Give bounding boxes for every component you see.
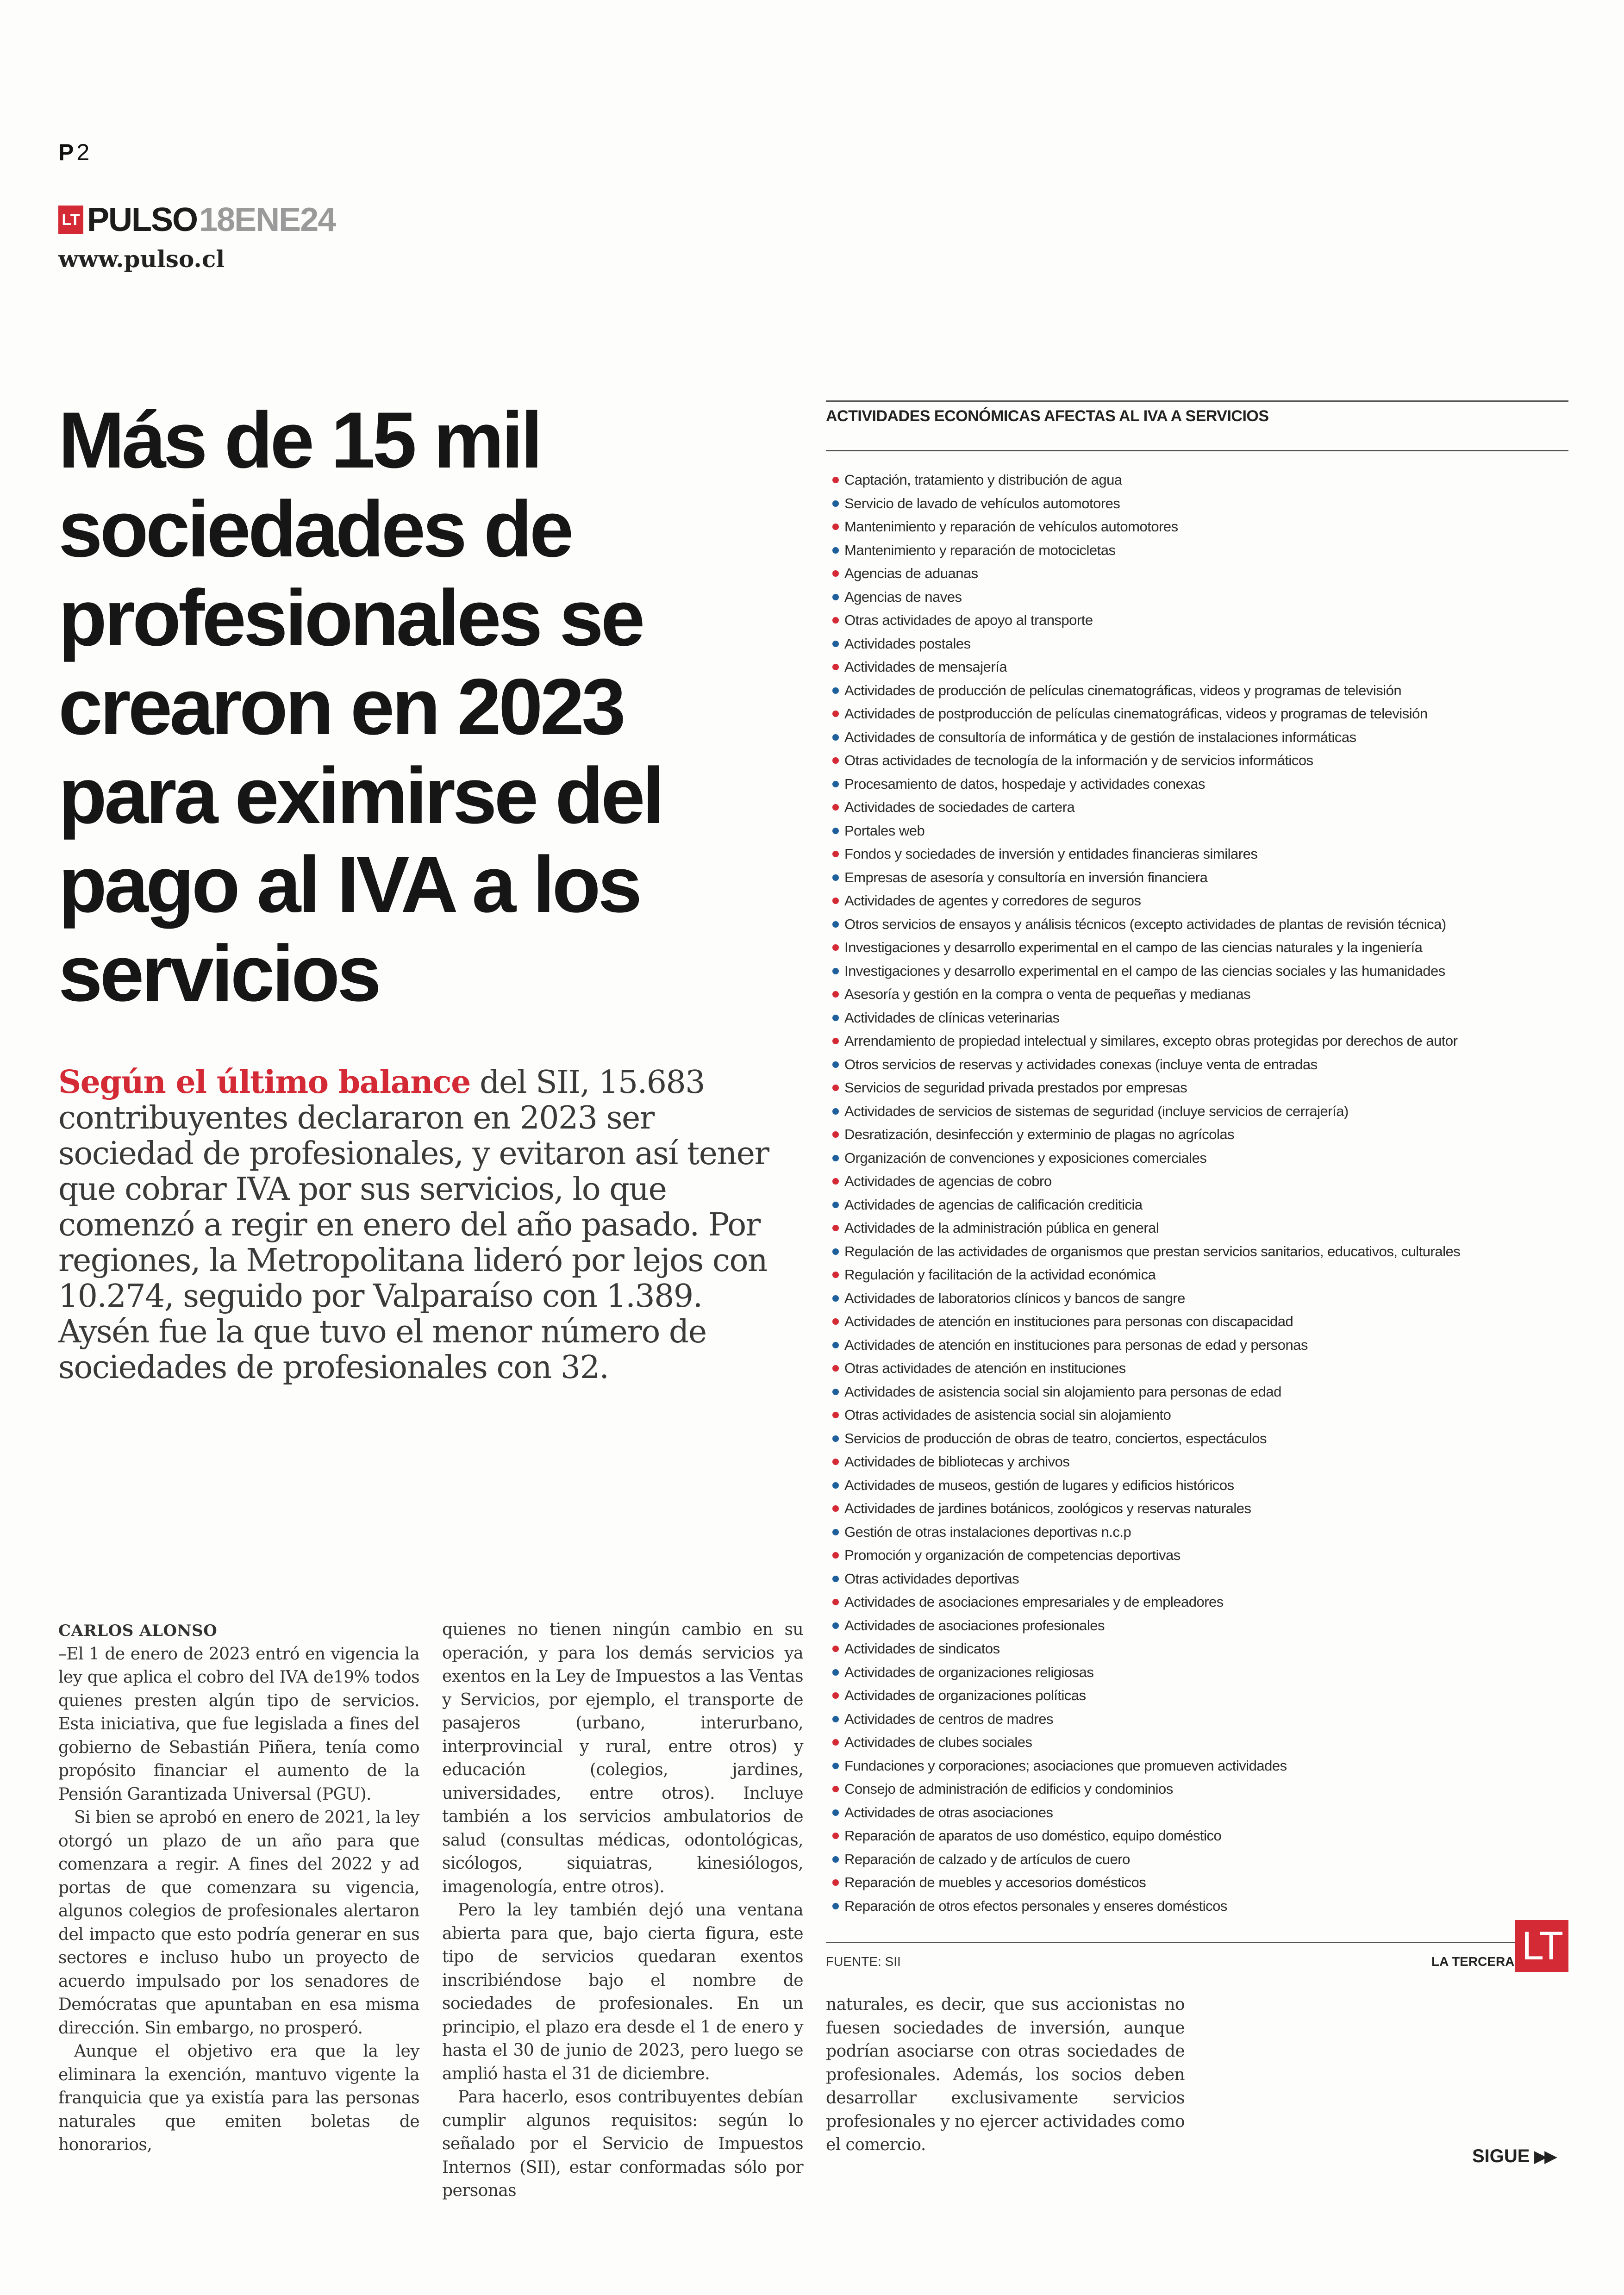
activity-label: Actividades de consultoría de informática y de gestión de instalaciones informáticas	[844, 729, 1356, 745]
lead-body: del SII, 15.683 contribuyentes declararon en 2023 ser sociedad de profesionales, y evitaron así tener que cobrar IVA por sus servicios, lo que comenzó a regir en enero del año pasado. Por regiones, la Metropolitana lideró por lejos con 10.274, seguido por Valparaíso con 1.389. Aysén fue la que tuvo el menor número de sociedades de profesionales con 32.	[58, 1064, 769, 1386]
activity-label: Actividades de organizaciones religiosas	[844, 1664, 1094, 1680]
activity-list-item	[826, 1427, 1576, 1451]
activity-list-item	[826, 1895, 1576, 1918]
bullet-icon	[832, 1529, 839, 1535]
page-number: P 2	[58, 139, 90, 165]
infobox-title-rule	[826, 450, 1568, 451]
activity-list-item	[826, 1848, 1576, 1871]
activity-list-item	[826, 1053, 1576, 1077]
bullet-icon	[832, 547, 839, 554]
bullet-icon	[832, 1622, 839, 1629]
activity-list-item	[826, 1754, 1576, 1778]
activity-list-item	[826, 1100, 1576, 1123]
bullet-icon	[832, 1692, 839, 1699]
continue-label: SIGUE	[1472, 2146, 1530, 2166]
activity-label: Otras actividades de atención en instituciones	[844, 1360, 1126, 1376]
activity-list-item	[826, 842, 1576, 866]
activity-list-item	[826, 1474, 1576, 1497]
activity-label: Promoción y organización de competencias deportivas	[844, 1547, 1181, 1563]
byline: CARLOS ALONSO	[58, 1621, 218, 1640]
activity-label: Reparación de calzado y de artículos de cuero	[844, 1851, 1130, 1867]
activity-list-item	[826, 913, 1576, 936]
activity-label: Actividades de asistencia social sin alojamiento para personas de edad	[844, 1383, 1281, 1400]
activity-label: Actividades de centros de madres	[844, 1710, 1053, 1727]
infobox-top-rule	[826, 400, 1568, 402]
activity-list-item	[826, 1801, 1576, 1825]
bullet-icon	[832, 1856, 839, 1863]
activity-list-item	[826, 796, 1576, 819]
activity-label: Actividades de asociaciones profesionales	[844, 1617, 1105, 1634]
bullet-icon	[832, 594, 839, 600]
activity-list-item	[826, 1216, 1576, 1240]
activity-list-item	[826, 655, 1576, 679]
body-column-1	[58, 1619, 419, 2157]
activity-list-item	[826, 1708, 1576, 1731]
activity-label: Mantenimiento y reparación de motocicletas	[844, 542, 1116, 558]
activity-label: Empresas de asesoría y consultoría en inversión financiera	[844, 869, 1208, 886]
bullet-icon	[832, 991, 839, 998]
activity-label: Actividades de agencias de cobro	[844, 1173, 1052, 1189]
infobox-bottom-rule	[826, 1942, 1520, 1943]
section-name: PULSO	[87, 201, 198, 238]
activity-list-item	[826, 468, 1576, 492]
body-paragraph: Pero la ley también dejó una ventana abierta para que, bajo cierta figura, este tipo de servicios quedaran exentos inscribiéndose bajo el nombre de sociedades de profesionales. En un principio, el plazo era desde el 1 de enero y hasta el 30 de junio de 2023, pero luego se amplió hasta el 31 de diciembre.	[442, 1901, 803, 2083]
activity-label: Actividades de atención en instituciones para personas de edad y personas	[844, 1336, 1308, 1353]
bullet-icon	[832, 477, 839, 483]
activity-label: Actividades de asociaciones empresariales y de empleadores	[844, 1594, 1224, 1610]
activity-list-item	[826, 1170, 1576, 1193]
activity-list-item	[826, 1193, 1576, 1217]
activity-label: Regulación y facilitación de la actividad económica	[844, 1266, 1156, 1283]
bullet-icon	[832, 1295, 839, 1302]
activity-label: Arrendamiento de propiedad intelectual y similares, excepto obras protegidas por derechos de autor	[844, 1033, 1458, 1049]
bullet-icon	[832, 1108, 839, 1115]
body-column-3	[826, 1993, 1185, 2157]
activity-list-item	[826, 1076, 1576, 1100]
activity-list-item	[826, 1637, 1576, 1661]
activity-label: Servicios de seguridad privada prestados por empresas	[844, 1079, 1187, 1096]
activity-list-item	[826, 1590, 1576, 1614]
bullet-icon	[832, 1178, 839, 1185]
activity-list-item	[826, 1357, 1576, 1380]
body-column-2	[442, 1618, 803, 2203]
activity-label: Actividades de la administración pública en general	[844, 1220, 1159, 1236]
activity-list-item	[826, 1029, 1576, 1053]
activity-list-item	[826, 749, 1576, 773]
bullet-icon	[832, 1576, 839, 1582]
activity-list-item	[826, 1006, 1576, 1030]
bullet-icon	[832, 1739, 839, 1746]
body-paragraph: Aunque el objetivo era que la ley eliminara la exención, mantuvo vigente la franquicia que ya existía para las personas naturales que emiten boletas de honorarios,	[58, 2042, 419, 2154]
activity-list-item	[826, 702, 1576, 726]
activity-label: Actividades de laboratorios clínicos y bancos de sangre	[844, 1290, 1185, 1306]
activity-list-item	[826, 1403, 1576, 1427]
website-link[interactable]: www.pulso.cl	[58, 245, 225, 273]
activity-list-item	[826, 866, 1576, 890]
bullet-icon	[832, 641, 839, 647]
activity-list-item	[826, 1240, 1576, 1264]
masthead	[58, 201, 336, 238]
body-paragraph: naturales, es decir, que sus accionistas no fuesen sociedades de inversión, aunque podrían asociarse con otras sociedades de profesionales. Además, los socios deben desarrollar exclusivamente servicios profesionales y no ejercer actividades como el comercio.	[826, 1995, 1185, 2154]
activity-label: Otras actividades de tecnología de la información y de servicios informáticos	[844, 752, 1313, 768]
bullet-icon	[832, 1342, 839, 1348]
bullet-icon	[832, 1131, 839, 1138]
activity-list-item	[826, 889, 1576, 913]
bullet-icon	[832, 1879, 839, 1886]
infobox-source: FUENTE: SII	[826, 1954, 901, 1969]
infobox-credit: LA TERCERA	[1431, 1954, 1515, 1969]
issue-date: 18ENE24	[199, 201, 336, 238]
activity-label: Desratización, desinfección y exterminio de plagas no agrícolas	[844, 1126, 1235, 1142]
activity-list-item	[826, 1380, 1576, 1404]
activity-label: Investigaciones y desarrollo experimental en el campo de las ciencias sociales y las humanidades	[844, 962, 1445, 979]
activity-list-item	[826, 819, 1576, 843]
activity-list-item	[826, 515, 1576, 539]
activity-list-item	[826, 1334, 1576, 1357]
bullet-icon	[832, 711, 839, 717]
activity-label: Agencias de naves	[844, 588, 962, 605]
activity-label: Actividades de sociedades de cartera	[844, 799, 1075, 815]
activity-label: Servicios de producción de obras de teatro, conciertos, espectáculos	[844, 1430, 1267, 1447]
activity-list-item	[826, 1147, 1576, 1170]
activity-label: Otras actividades deportivas	[844, 1570, 1019, 1587]
activity-list-item	[826, 1287, 1576, 1310]
bullet-icon	[832, 1482, 839, 1489]
activity-label: Reparación de aparatos de uso doméstico, equipo doméstico	[844, 1827, 1222, 1844]
activity-label: Actividades postales	[844, 635, 971, 652]
bullet-icon	[832, 874, 839, 881]
activity-list-item	[826, 1871, 1576, 1895]
bullet-icon	[832, 1599, 839, 1605]
activity-label: Gestión de otras instalaciones deportivas n.c.p	[844, 1523, 1131, 1540]
bullet-icon	[832, 1155, 839, 1161]
activity-list-item	[826, 1310, 1576, 1334]
bullet-icon	[832, 851, 839, 857]
bullet-icon	[832, 968, 839, 974]
activity-list-item	[826, 1731, 1576, 1754]
body-paragraph: quienes no tienen ningún cambio en su operación, y para los demás servicios ya exentos en la Ley de Impuestos a las Ventas y Servicios, por ejemplo, el transporte de pasajeros (urbano, interurbano, interprovincial y rural, entre otros) y educación (colegios, jardines, universidades, entre otros). Incluye también a los servicios ambulatorios de salud (consultas médicas, odontológicas, sicólogos, siquiatras, kinesiólogos, imagenología, entre otros).	[442, 1620, 803, 1896]
bullet-icon	[832, 664, 839, 670]
bullet-icon	[832, 1435, 839, 1442]
activity-label: Reparación de muebles y accesorios domésticos	[844, 1874, 1146, 1890]
bullet-icon	[832, 1669, 839, 1676]
activity-label: Asesoría y gestión en la compra o venta de pequeñas y medianas	[844, 986, 1251, 1002]
activity-label: Actividades de museos, gestión de lugares y edificios históricos	[844, 1477, 1234, 1493]
activity-list-item	[826, 1567, 1576, 1591]
activity-label: Actividades de atención en instituciones para personas con discapacidad	[844, 1313, 1293, 1329]
la-tercera-logo: LT	[1515, 1920, 1568, 1972]
activity-list-item	[826, 1684, 1576, 1708]
activity-label: Actividades de otras asociaciones	[844, 1804, 1053, 1821]
activity-label: Otras actividades de apoyo al transporte	[844, 612, 1093, 628]
bullet-icon	[832, 1085, 839, 1091]
activity-label: Mantenimiento y reparación de vehículos automotores	[844, 518, 1178, 535]
bullet-icon	[832, 781, 839, 787]
bullet-icon	[832, 734, 839, 741]
headline: Más de 15 mil sociedades de profesionales se crearon en 2023 para eximirse del pago al IVA a los servicios	[58, 396, 662, 1018]
lead-kicker: Según el último balance	[58, 1064, 470, 1101]
activity-label: Organización de convenciones y exposiciones comerciales	[844, 1149, 1207, 1166]
activity-label: Otros servicios de reservas y actividades conexas (incluye venta de entradas	[844, 1056, 1318, 1073]
activity-label: Captación, tratamiento y distribución de agua	[844, 472, 1122, 488]
bullet-icon	[832, 1272, 839, 1278]
activity-list-item	[826, 1450, 1576, 1474]
activity-label: Actividades de postproducción de películas cinematográficas, videos y programas de televisión	[844, 705, 1428, 722]
bullet-icon	[832, 1038, 839, 1044]
bullet-icon	[832, 898, 839, 904]
activity-list-item	[826, 1614, 1576, 1638]
bullet-icon	[832, 1903, 839, 1909]
la-tercera-mini-logo: LT	[58, 206, 83, 234]
activity-label: Fondos y sociedades de inversión y entidades financieras similares	[844, 846, 1258, 862]
activity-label: Actividades de mensajería	[844, 659, 1007, 675]
activity-label: Otros servicios de ensayos y análisis técnicos (excepto actividades de plantas de revisión técnica)	[844, 916, 1446, 932]
activity-label: Actividades de sindicatos	[844, 1640, 1000, 1657]
activity-label: Portales web	[844, 822, 925, 839]
bullet-icon	[832, 1015, 839, 1021]
activity-label: Actividades de jardines botánicos, zoológicos y reservas naturales	[844, 1500, 1251, 1516]
bullet-icon	[832, 1225, 839, 1231]
activity-label: Procesamiento de datos, hospedaje y actividades conexas	[844, 775, 1205, 792]
activity-label: Fundaciones y corporaciones; asociaciones que promueven actividades	[844, 1757, 1287, 1774]
activity-list-item	[826, 1123, 1576, 1147]
bullet-icon	[832, 617, 839, 624]
activity-list-item	[826, 1544, 1576, 1567]
activity-label: Actividades de agencias de calificación crediticia	[844, 1196, 1143, 1213]
activity-label: Agencias de aduanas	[844, 565, 978, 581]
activity-list-item	[826, 1777, 1576, 1801]
activity-list-item	[826, 492, 1576, 516]
activity-list-item	[826, 1263, 1576, 1287]
activity-list-item	[826, 586, 1576, 609]
activity-list-item	[826, 562, 1576, 586]
bullet-icon	[832, 1786, 839, 1792]
bullet-icon	[832, 500, 839, 507]
continue-indicator	[1472, 2146, 1555, 2167]
lead-paragraph	[58, 1065, 790, 1385]
infobox-title: ACTIVIDADES ECONÓMICAS AFECTAS AL IVA A SERVICIOS	[826, 407, 1269, 425]
bullet-icon	[832, 687, 839, 694]
activity-list-item	[826, 773, 1576, 796]
activity-label: Actividades de clubes sociales	[844, 1734, 1032, 1750]
bullet-icon	[832, 921, 839, 928]
activity-label: Investigaciones y desarrollo experimental en el campo de las ciencias naturales y la ingeniería	[844, 939, 1423, 955]
bullet-icon	[832, 1833, 839, 1839]
activity-list-item	[826, 679, 1576, 703]
activity-list-item	[826, 1497, 1576, 1521]
activity-list-item	[826, 609, 1576, 632]
bullet-icon	[832, 1389, 839, 1395]
activity-label: Servicio de lavado de vehículos automotores	[844, 495, 1120, 511]
activity-list-item	[826, 936, 1576, 960]
bullet-icon	[832, 828, 839, 834]
activity-label: Actividades de producción de películas cinematográficas, videos y programas de televisión	[844, 682, 1402, 698]
bullet-icon	[832, 1716, 839, 1722]
bullet-icon	[832, 524, 839, 530]
bullet-icon	[832, 1318, 839, 1325]
bullet-icon	[832, 1248, 839, 1255]
activity-list-item	[826, 960, 1576, 983]
activity-list-item	[826, 632, 1576, 656]
bullet-icon	[832, 944, 839, 951]
activity-list	[826, 468, 1576, 1918]
bullet-icon	[832, 1646, 839, 1652]
activity-label: Reparación de otros efectos personales y enseres domésticos	[844, 1897, 1227, 1914]
activity-label: Actividades de organizaciones políticas	[844, 1687, 1086, 1703]
continue-arrows-icon: ▶▶	[1534, 2147, 1555, 2165]
bullet-icon	[832, 1552, 839, 1559]
activity-list-item	[826, 726, 1576, 749]
bullet-icon	[832, 1505, 839, 1512]
body-paragraph: Para hacerlo, esos contribuyentes debían cumplir algunos requisitos: según lo señalado por el Servicio de Impuestos Internos (SII), estar conformadas sólo por personas	[442, 2088, 803, 2200]
activity-label: Regulación de las actividades de organismos que prestan servicios sanitarios, educativos, culturales	[844, 1243, 1461, 1260]
bullet-icon	[832, 1202, 839, 1208]
bullet-icon	[832, 1365, 839, 1372]
activity-label: Actividades de servicios de sistemas de seguridad (incluye servicios de cerrajería)	[844, 1103, 1349, 1119]
bullet-icon	[832, 1763, 839, 1769]
activity-label: Actividades de agentes y corredores de seguros	[844, 892, 1141, 909]
activity-list-item	[826, 1661, 1576, 1684]
activity-label: Actividades de clínicas veterinarias	[844, 1009, 1060, 1026]
activity-list-item	[826, 1521, 1576, 1544]
activity-label: Actividades de bibliotecas y archivos	[844, 1453, 1070, 1470]
bullet-icon	[832, 804, 839, 811]
activity-label: Otras actividades de asistencia social sin alojamiento	[844, 1407, 1171, 1423]
bullet-icon	[832, 570, 839, 577]
bullet-icon	[832, 1809, 839, 1816]
body-paragraph: Si bien se aprobó en enero de 2021, la ley otorgó un plazo de un año para que comenzara a regir. A fines del 2022 y ad portas de que comenzara su vigencia, algunos colegios de profesionales alertaron del impacto que esto podría generar en sus sectores e incluso hubo un proyecto de acuerdo impulsado por los senadores de Demócratas que apuntaban en esa misma dirección. Sin embargo, no prosperó.	[58, 1808, 419, 2038]
bullet-icon	[832, 1459, 839, 1465]
activity-list-item	[826, 539, 1576, 562]
activity-label: Consejo de administración de edificios y condominios	[844, 1781, 1173, 1797]
activity-list-item	[826, 983, 1576, 1006]
bullet-icon	[832, 1061, 839, 1068]
bullet-icon	[832, 1412, 839, 1418]
body-paragraph: –El 1 de enero de 2023 entró en vigencia la ley que aplica el cobro del IVA de19% todos quienes presten algún tipo de servicios. Esta iniciativa, que fue legislada a fines del gobierno de Sebastián Piñera, tenía como propósito financiar el aumento de la Pensión Garantizada Universal (PGU).	[58, 1644, 419, 1804]
activity-list-item	[826, 1824, 1576, 1848]
bullet-icon	[832, 757, 839, 764]
